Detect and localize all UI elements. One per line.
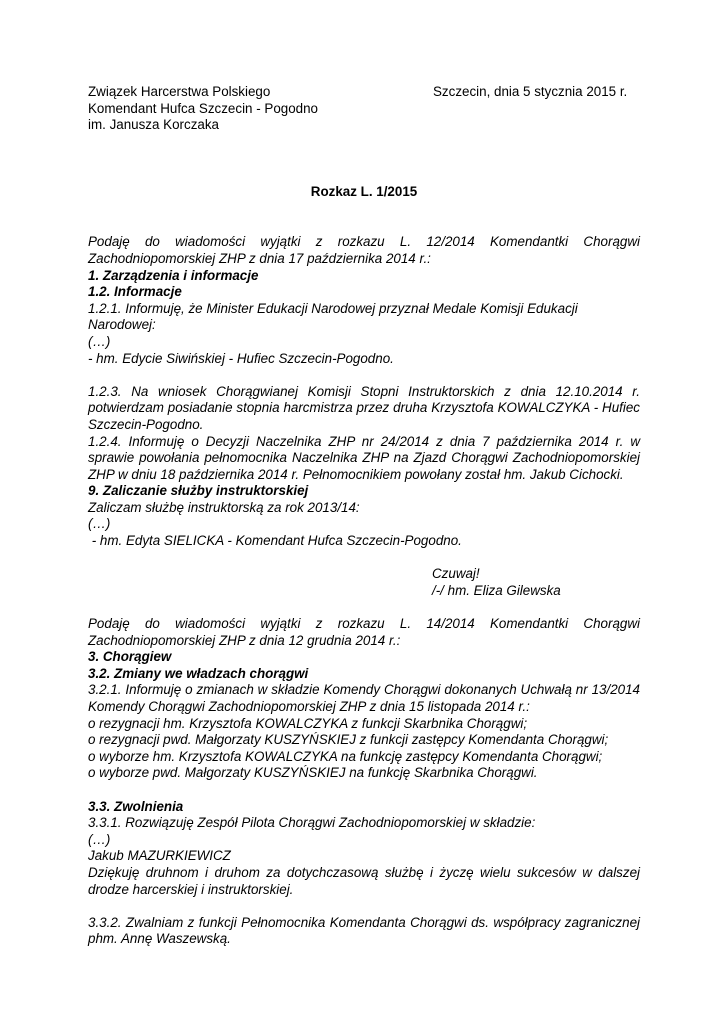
signature-greeting: Czuwaj!	[432, 566, 480, 582]
paragraph-3-3-2-line1: 3.3.2. Zwalniam z funkcji Pełnomocnika Komendanta Chorągwi ds. współpracy zagranicznej	[88, 914, 640, 930]
heading-1-2: 1.2. Informacje	[88, 284, 182, 300]
paragraph-3-2-1-line1: 3.2.1. Informuję o zmianach w składzie Komendy Chorągwi dokonanych Uchwałą nr 13/2014	[88, 682, 640, 698]
place-date: Szczecin, dnia 5 stycznia 2015 r.	[433, 84, 628, 99]
paragraph-1-2-4-line2: sprawie powołania pełnomocnika Naczelnika ZHP na Zjazd Chorągwi Zachodniopomorskiej	[88, 450, 640, 466]
heading-3-2: 3.2. Zmiany we władzach chorągwi	[88, 665, 309, 681]
part2-intro-line1: Podaję do wiadomości wyjątki z rozkazu L. 14/2014 Komendantki Chorągwi	[88, 616, 640, 632]
paragraph-3-2-1-line4: o rezygnacji pwd. Małgorzaty KUSZYŃSKIEJ z funkcji zastępcy Komendanta Chorągwi;	[88, 732, 609, 748]
document-title: Rozkaz L. 1/2015	[310, 183, 418, 199]
heading-3-3: 3.3. Zwolnienia	[88, 798, 184, 814]
paragraph-3-3-1-line3: Dziękuję druhnom i druhom za dotychczasową służbę i życzę wielu sukcesów w dalszej	[88, 864, 640, 880]
part1-intro-line1: Podaję do wiadomości wyjątki z rozkazu L. 12/2014 Komendantki Chorągwi	[88, 234, 640, 250]
signature-name: /-/ hm. Eliza Gilewska	[432, 582, 561, 598]
paragraph-3-3-2-line2: phm. Annę Waszewską.	[88, 931, 231, 947]
ellipsis: (…)	[88, 516, 111, 532]
ellipsis: (…)	[88, 333, 111, 349]
paragraph-3-2-1-line6: o wyborze pwd. Małgorzaty KUSZYŃSKIEJ na funkcję Skarbnika Chorągwi.	[88, 765, 538, 781]
paragraph-1-2-3-line3: Szczecin-Pogodno.	[88, 416, 204, 432]
issuer-name: Komendant Hufca Szczecin - Pogodno	[88, 100, 319, 116]
part1-intro-line2: Zachodniopomorskiej ZHP z dnia 17 października 2014 r.:	[88, 250, 431, 266]
paragraph-1-2-1-line3: - hm. Edycie Siwińskiej - Hufiec Szczecin-Pogodno.	[88, 350, 394, 366]
heading-1: 1. Zarządzenia i informacje	[88, 267, 259, 283]
paragraph-1-2-1-line2: Narodowej:	[88, 317, 156, 333]
paragraph-1-2-4-line1: 1.2.4. Informuję o Decyzji Naczelnika ZHP nr 24/2014 z dnia 7 października 2014 r. w	[88, 433, 640, 449]
paragraph-3-2-1-line5: o wyborze hm. Krzysztofa KOWALCZYKA na funkcję zastępcy Komendanta Chorągwi;	[88, 748, 603, 764]
paragraph-1-2-4-line3: ZHP w dniu 18 października 2014 r. Pełnomocnikiem powołany został hm. Jakub Cichocki.	[88, 466, 624, 482]
patron-name: im. Janusza Korczaka	[88, 117, 219, 133]
paragraph-3-3-1-line4: drodze harcerskiej i instruktorskiej.	[88, 881, 294, 897]
document-page	[88, 84, 640, 948]
organization-name: Związek Harcerstwa Polskiego	[88, 84, 271, 99]
ellipsis: (…)	[88, 831, 111, 847]
paragraph-3-2-1-line2: Komendy Chorągwi Zachodniopomorskiej ZHP z dnia 15 listopada 2014 r.:	[88, 699, 530, 714]
paragraph-3-3-1-line1: 3.3.1. Rozwiązuję Zespół Pilota Chorągwi Zachodniopomorskiej w składzie:	[88, 815, 536, 831]
paragraph-3-2-1-line3: o rezygnacji hm. Krzysztofa KOWALCZYKA z funkcji Skarbnika Chorągwi;	[88, 715, 528, 731]
paragraph-1-2-3-line1: 1.2.3. Na wniosek Chorągwianej Komisji Stopni Instruktorskich z dnia 12.10.2014 r.	[88, 383, 640, 399]
paragraph-1-2-3-line2: potwierdzam posiadanie stopnia harcmistrza przez druha Krzysztofa KOWALCZYKA - Hufiec	[88, 400, 640, 416]
paragraph-3-3-1-line2: Jakub MAZURKIEWICZ	[88, 848, 231, 864]
part2-intro-line2: Zachodniopomorskiej ZHP z dnia 12 grudnia 2014 r.:	[88, 632, 401, 648]
paragraph-1-2-1-line1: 1.2.1. Informuję, że Minister Edukacji Narodowej przyznał Medale Komisji Edukacji	[88, 300, 578, 316]
heading-3: 3. Chorągiew	[88, 649, 172, 665]
heading-9: 9. Zaliczanie służby instruktorskiej	[88, 483, 309, 499]
paragraph-9-line1: Zaliczam służbę instruktorską za rok 2013/14:	[88, 499, 360, 515]
paragraph-9-line2: - hm. Edyta SIELICKA - Komendant Hufca Szczecin-Pogodno.	[88, 533, 462, 549]
letterhead	[88, 84, 640, 134]
